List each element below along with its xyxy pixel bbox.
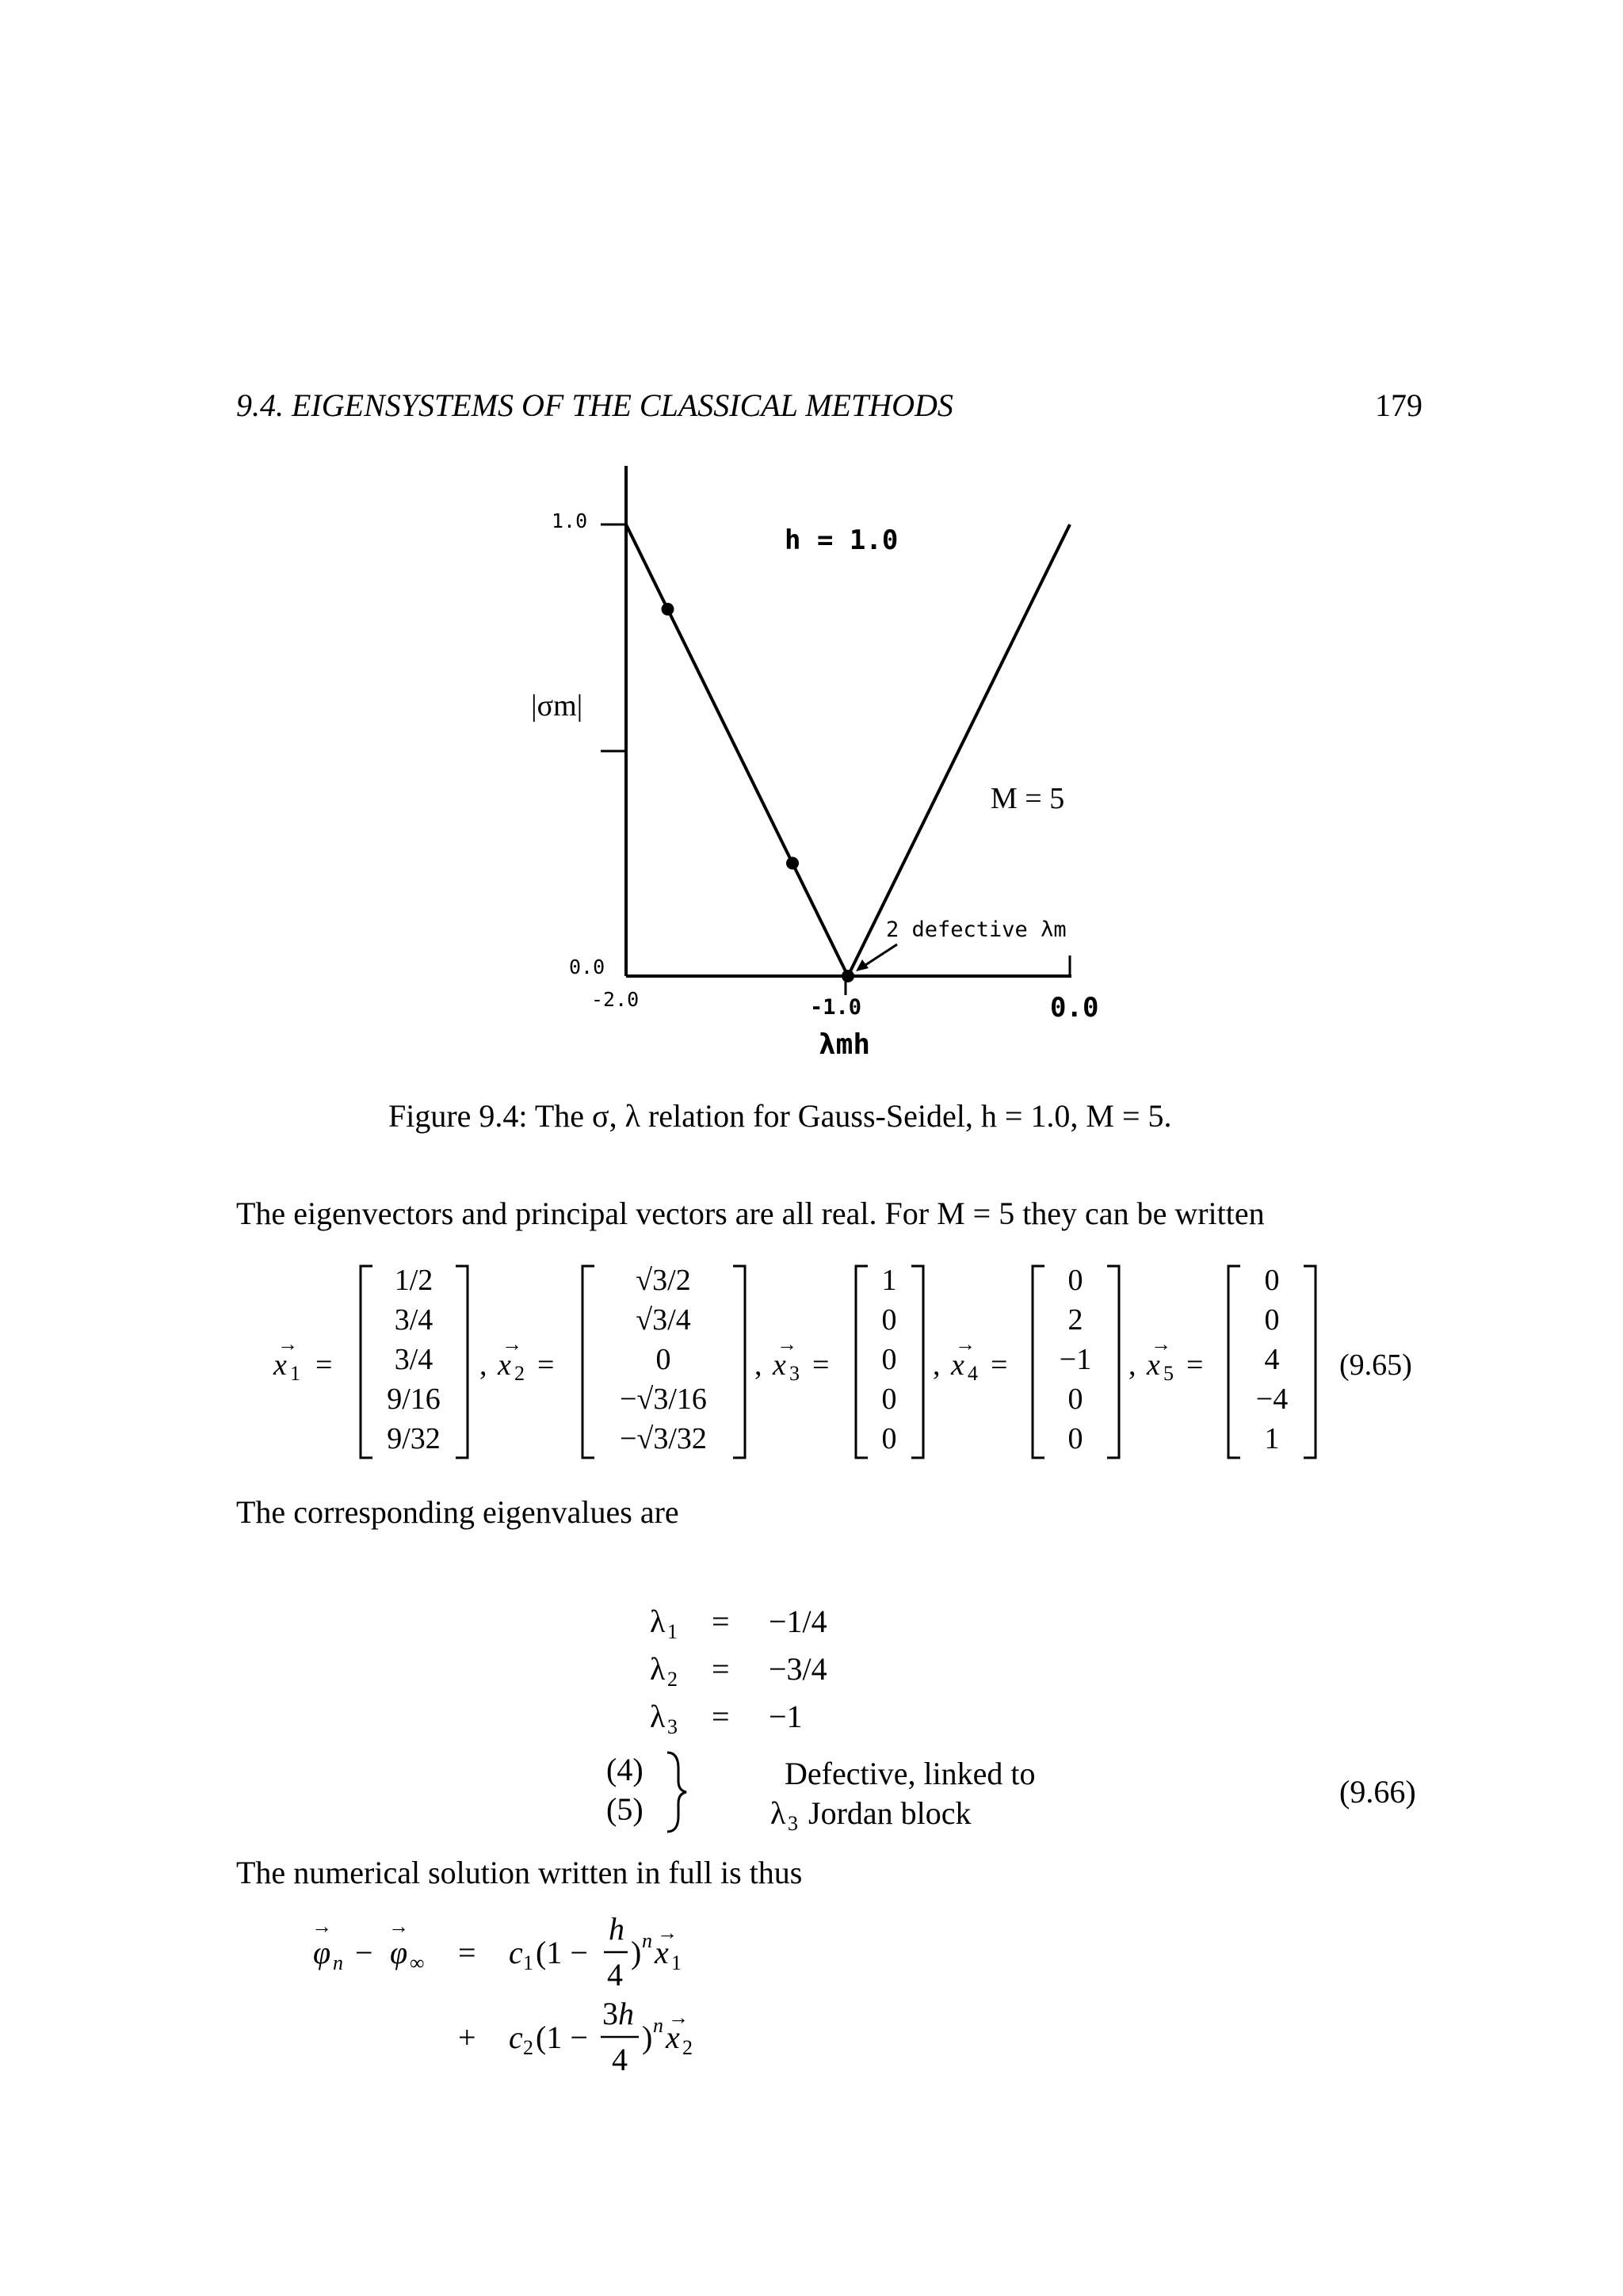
c1-symbol: c bbox=[509, 1935, 523, 1970]
x1-vec-sub: 1 bbox=[671, 1951, 682, 1974]
x4-entry: 0 bbox=[1067, 1264, 1083, 1297]
frac2-den: 4 bbox=[612, 2042, 628, 2077]
phi-n-sub: n bbox=[333, 1951, 343, 1974]
phi-inf-symbol: φ bbox=[390, 1935, 408, 1970]
x5-entry: 4 bbox=[1264, 1343, 1280, 1376]
x1-equals: = bbox=[315, 1348, 333, 1382]
c2-close: ) bbox=[642, 2019, 653, 2055]
figure-caption: Figure 9.4: The σ, λ relation for Gauss-Seidel, h = 1.0, M = 5. bbox=[388, 1098, 1172, 1134]
paragraph-eigenvectors: The eigenvectors and principal vectors are all real. For M = 5 they can be written bbox=[236, 1196, 1265, 1231]
lambda-3-jordan-sub: 3 bbox=[788, 1812, 798, 1835]
data-point-1 bbox=[662, 603, 674, 616]
x5-arrow: → bbox=[1151, 1333, 1171, 1356]
x2-sub: 2 bbox=[514, 1362, 525, 1385]
x1-bracket-right bbox=[456, 1266, 468, 1458]
chart-group bbox=[531, 466, 1098, 1061]
lambda-1-sub: 1 bbox=[667, 1620, 678, 1643]
x4-arrow: → bbox=[955, 1333, 976, 1356]
lambda-3-symbol: λ bbox=[650, 1699, 666, 1734]
lambda-2-sub: 2 bbox=[667, 1668, 678, 1691]
c1-close: ) bbox=[631, 1935, 642, 1970]
x4-entry: −1 bbox=[1059, 1343, 1092, 1376]
x2-entry: −√3/32 bbox=[620, 1422, 707, 1455]
x1-entry: 1/2 bbox=[394, 1264, 433, 1297]
x3-label: x bbox=[773, 1348, 786, 1382]
plus-sign: + bbox=[458, 2019, 476, 2055]
c1-open: (1 − bbox=[536, 1935, 588, 1970]
comma-3: , bbox=[933, 1348, 941, 1382]
defective-annotation: 2 defective λm bbox=[886, 917, 1067, 942]
lambda-2-equals: = bbox=[712, 1651, 730, 1687]
lambda-3-jordan-symbol: λ bbox=[770, 1795, 786, 1831]
c2-open: (1 − bbox=[536, 2019, 588, 2055]
x2-vec: x bbox=[666, 2019, 680, 2055]
x1-entry: 3/4 bbox=[394, 1303, 433, 1337]
defective-line-1: Defective, linked to bbox=[785, 1756, 1036, 1791]
equation-numerical-solution bbox=[0, 1901, 1623, 2084]
x3-entry: 0 bbox=[881, 1422, 897, 1455]
x5-bracket-left bbox=[1228, 1266, 1240, 1458]
data-point-2 bbox=[786, 857, 799, 870]
x5-label: x bbox=[1147, 1348, 1160, 1382]
power-n-1: n bbox=[642, 1929, 652, 1952]
lambda-3-equals: = bbox=[712, 1699, 730, 1734]
frac1-num: h bbox=[609, 1911, 624, 1947]
x2-entry: −√3/16 bbox=[620, 1383, 707, 1416]
index-4: (4) bbox=[606, 1752, 643, 1787]
x2-bracket-right bbox=[733, 1266, 745, 1458]
comma-2: , bbox=[754, 1348, 762, 1382]
x3-arrow: → bbox=[777, 1333, 797, 1356]
x1-entry: 9/32 bbox=[387, 1422, 441, 1455]
lambda-2-symbol: λ bbox=[650, 1651, 666, 1687]
lambda-1-value: −1/4 bbox=[769, 1604, 827, 1639]
paragraph-numerical-solution: The numerical solution written in full is thus bbox=[236, 1855, 803, 1890]
x2-vec-arrow: → bbox=[668, 2006, 689, 2029]
defective-line-2: Jordan block bbox=[808, 1795, 972, 1831]
running-header-title: 9.4. EIGENSYSTEMS OF THE CLASSICAL METHODS bbox=[236, 387, 953, 423]
x1-bracket-left bbox=[361, 1266, 372, 1458]
comma-4: , bbox=[1128, 1348, 1136, 1382]
c2-sub: 2 bbox=[523, 2036, 533, 2059]
minus-sign: − bbox=[355, 1935, 373, 1970]
x-tick-label-minus1: -1.0 bbox=[810, 995, 862, 1020]
frac2-num: 3h bbox=[602, 1996, 634, 2031]
x1-entry: 3/4 bbox=[394, 1343, 433, 1376]
x5-entry: 0 bbox=[1264, 1303, 1280, 1337]
x3-entry: 0 bbox=[881, 1303, 897, 1337]
sigma-lambda-line bbox=[626, 524, 1070, 976]
x1-label: x bbox=[273, 1348, 287, 1382]
phi-inf-arrow: → bbox=[388, 1915, 409, 1938]
phi-n-arrow: → bbox=[311, 1915, 332, 1938]
y-tick-label-0: 0.0 bbox=[569, 955, 605, 978]
m-label: M = 5 bbox=[991, 782, 1065, 815]
x2-equals: = bbox=[537, 1348, 555, 1382]
x4-equals: = bbox=[991, 1348, 1008, 1382]
x1-sub: 1 bbox=[290, 1362, 300, 1385]
equation-number-9-66: (9.66) bbox=[1339, 1774, 1416, 1810]
x5-equals: = bbox=[1186, 1348, 1204, 1382]
x2-entry: √3/2 bbox=[636, 1264, 691, 1297]
x5-entry: −4 bbox=[1255, 1383, 1289, 1416]
x1-vec-arrow: → bbox=[657, 1921, 678, 1944]
x4-entry: 0 bbox=[1067, 1422, 1083, 1455]
x3-equals: = bbox=[812, 1348, 830, 1382]
x3-bracket-left bbox=[856, 1266, 868, 1458]
x4-bracket-right bbox=[1107, 1266, 1119, 1458]
x-tick-label-0: 0.0 bbox=[1050, 992, 1099, 1024]
comma-1: , bbox=[479, 1348, 487, 1382]
x1-entry: 9/16 bbox=[387, 1383, 441, 1416]
equation-9-65 bbox=[0, 1244, 1623, 1482]
y-tick-label-1: 1.0 bbox=[552, 509, 588, 532]
annotation-arrow bbox=[861, 944, 897, 968]
x2-entry: √3/4 bbox=[636, 1303, 691, 1337]
equation-number-9-65: (9.65) bbox=[1339, 1348, 1412, 1382]
x3-entry: 1 bbox=[881, 1264, 897, 1297]
power-n-2: n bbox=[653, 2014, 663, 2037]
x4-entry: 2 bbox=[1067, 1303, 1083, 1337]
c2-symbol: c bbox=[509, 2019, 523, 2055]
x5-sub: 5 bbox=[1163, 1362, 1174, 1385]
phi-inf-sub: ∞ bbox=[410, 1951, 425, 1974]
x3-entry: 0 bbox=[881, 1343, 897, 1376]
x2-vec-sub: 2 bbox=[682, 2036, 693, 2059]
x4-entry: 0 bbox=[1067, 1383, 1083, 1416]
frac1-den: 4 bbox=[607, 1957, 623, 1993]
lambda-3-value: −1 bbox=[769, 1699, 803, 1734]
right-brace bbox=[667, 1753, 686, 1832]
x2-label: x bbox=[498, 1348, 511, 1382]
phi-n-symbol: φ bbox=[313, 1935, 331, 1970]
y-axis-label: |σm| bbox=[531, 689, 583, 723]
x1-vec: x bbox=[655, 1935, 669, 1970]
x4-bracket-left bbox=[1033, 1266, 1044, 1458]
x2-arrow: → bbox=[502, 1333, 522, 1356]
x-tick-label-minus2: -2.0 bbox=[591, 988, 640, 1011]
paragraph-eigenvalues: The corresponding eigenvalues are bbox=[236, 1494, 679, 1530]
x5-entry: 0 bbox=[1264, 1264, 1280, 1297]
chart-title: h = 1.0 bbox=[785, 524, 899, 556]
figure-9-4 bbox=[0, 0, 1623, 1093]
x-axis-label: λmh bbox=[819, 1028, 871, 1061]
equals-sign: = bbox=[458, 1935, 476, 1970]
x5-bracket-right bbox=[1304, 1266, 1316, 1458]
lambda-1-equals: = bbox=[712, 1604, 730, 1639]
x4-label: x bbox=[951, 1348, 964, 1382]
data-point-3 bbox=[842, 970, 854, 982]
x2-bracket-left bbox=[582, 1266, 594, 1458]
equation-9-66 bbox=[0, 1592, 1623, 1854]
x1-arrow: → bbox=[277, 1333, 298, 1356]
lambda-1-symbol: λ bbox=[650, 1604, 666, 1639]
index-5: (5) bbox=[606, 1791, 643, 1827]
lambda-3-sub: 3 bbox=[667, 1715, 678, 1738]
x3-bracket-right bbox=[911, 1266, 923, 1458]
x3-entry: 0 bbox=[881, 1383, 897, 1416]
x4-sub: 4 bbox=[968, 1362, 978, 1385]
lambda-2-value: −3/4 bbox=[769, 1651, 827, 1687]
x5-entry: 1 bbox=[1264, 1422, 1280, 1455]
page-number: 179 bbox=[1375, 387, 1423, 423]
c1-sub: 1 bbox=[523, 1951, 533, 1974]
x2-entry: 0 bbox=[655, 1343, 671, 1376]
x3-sub: 3 bbox=[789, 1362, 800, 1385]
